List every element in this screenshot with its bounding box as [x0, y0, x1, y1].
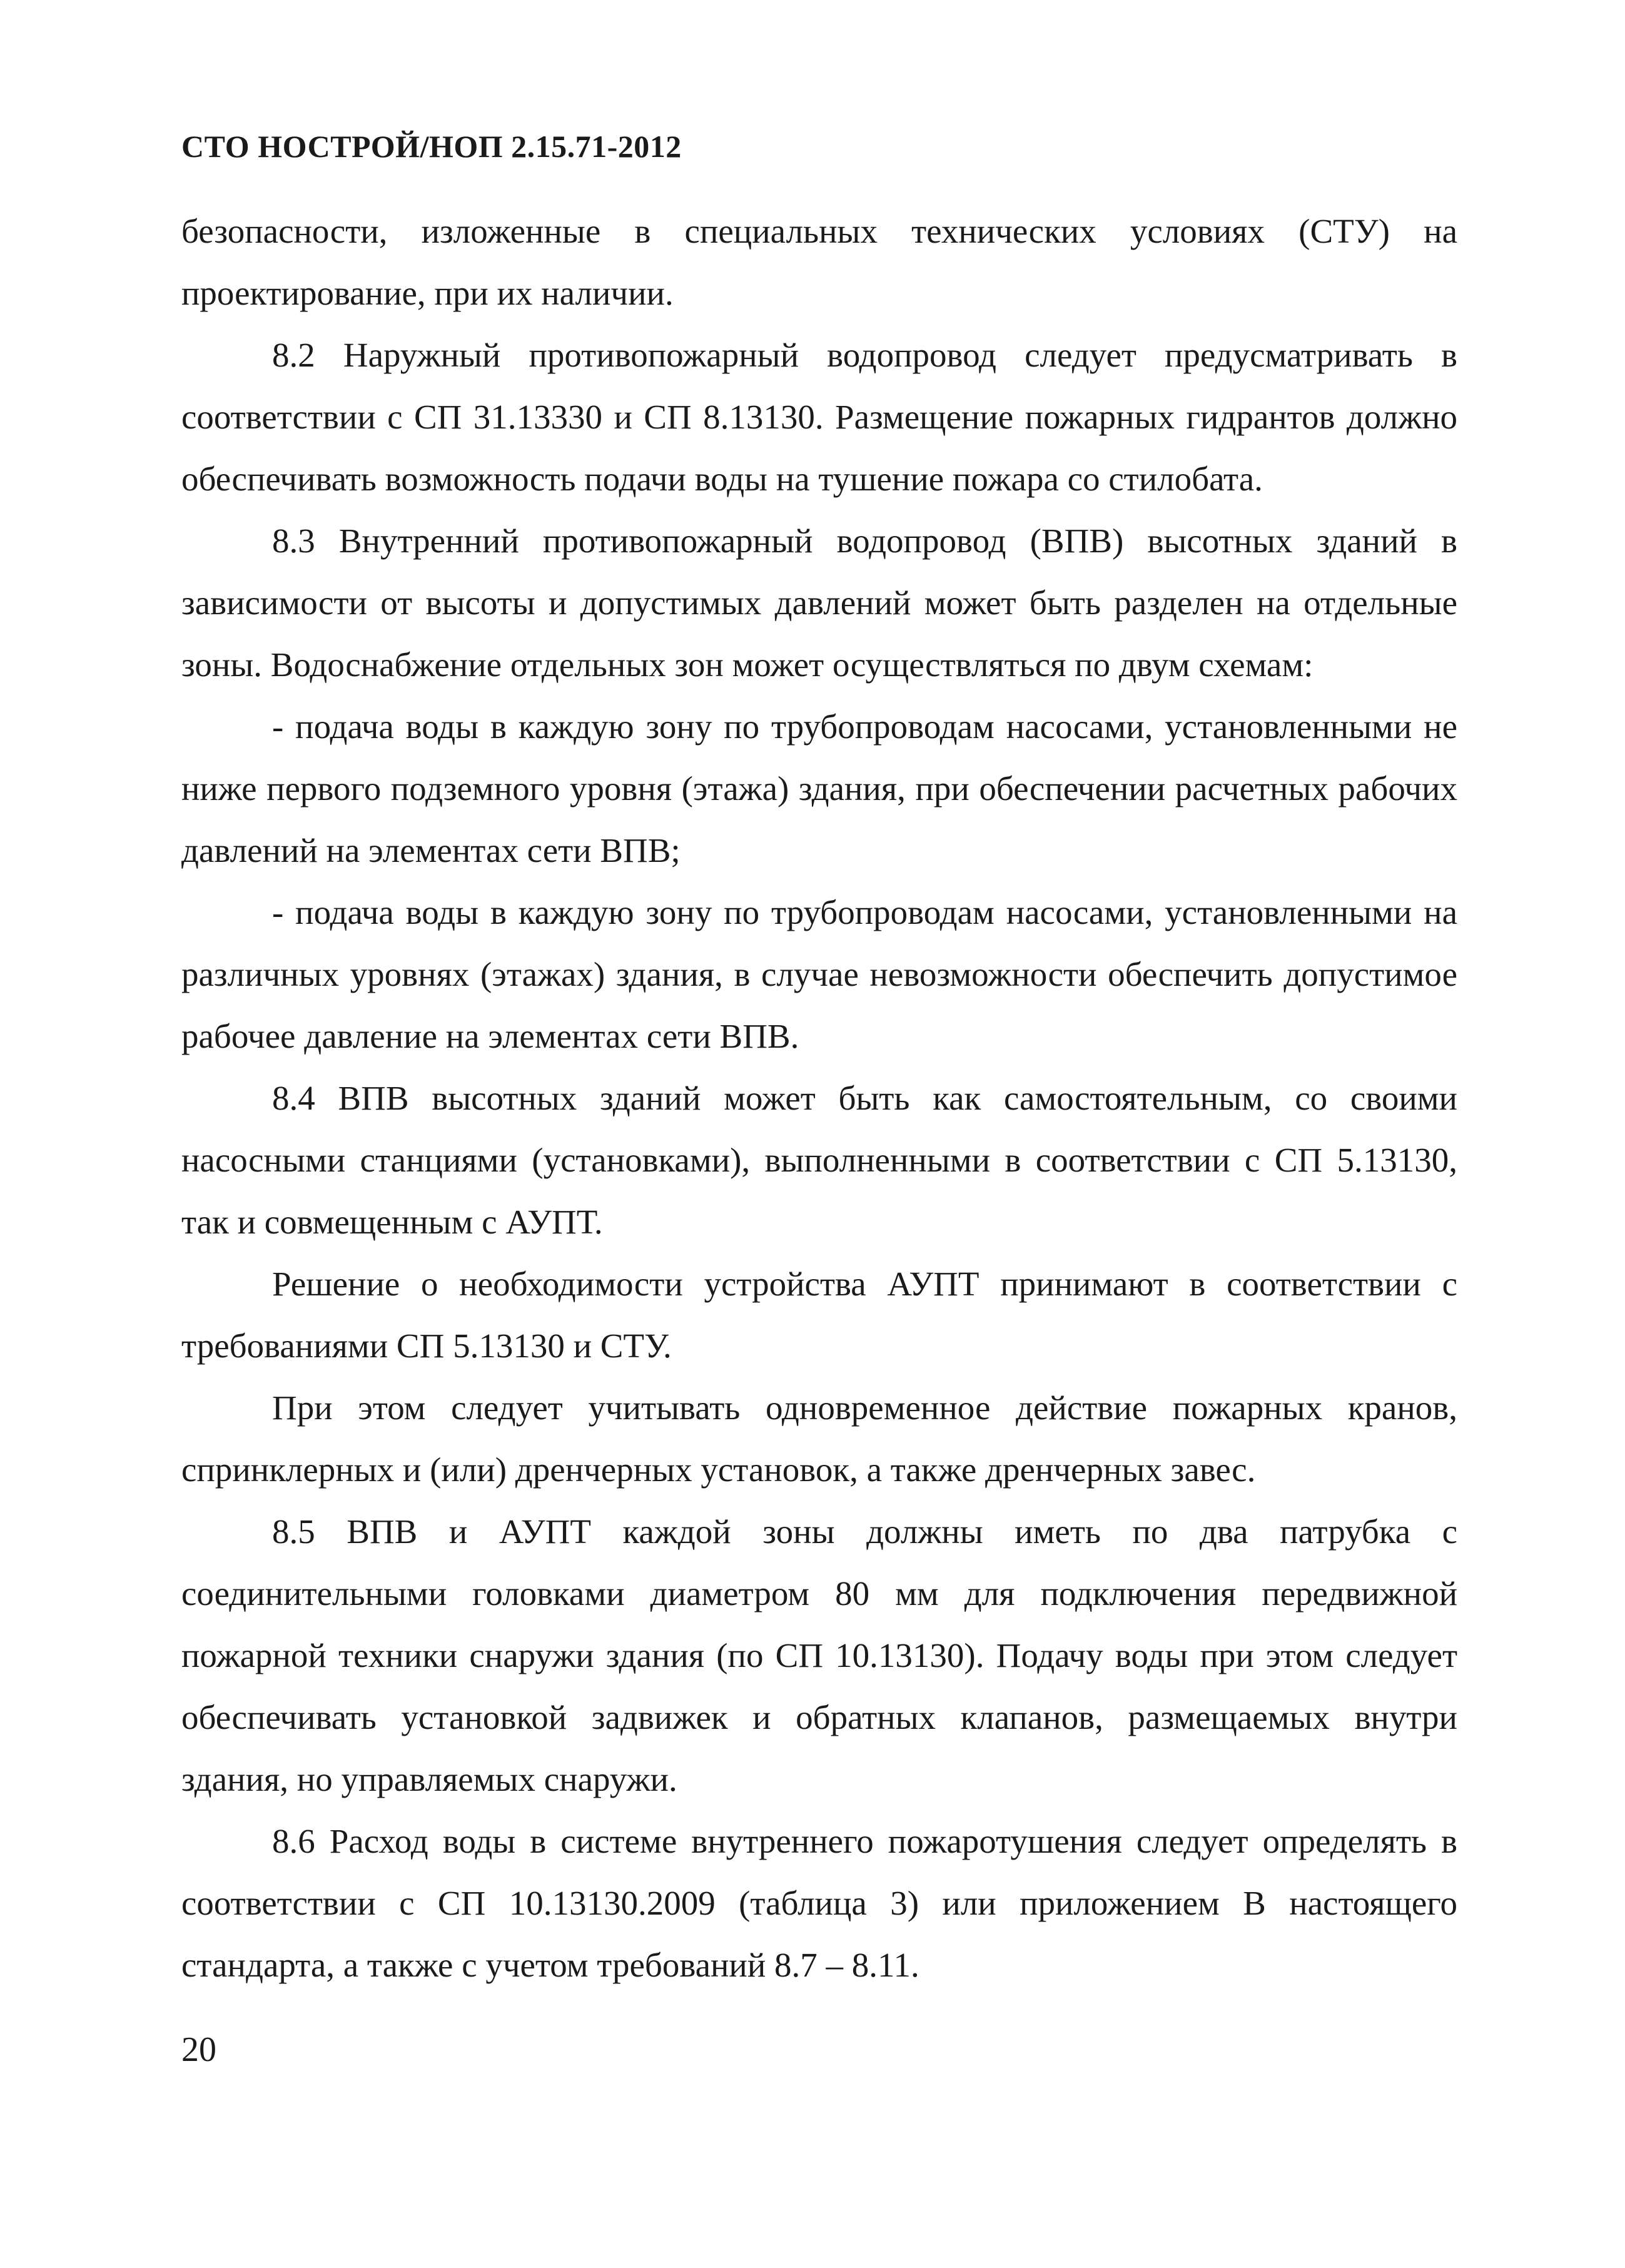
paragraph-8-2: 8.2 Наружный противопожарный водопровод следует предусматривать в соответствии с СП 31.13330 и СП 8.13130. Размещение пожарных гидрантов должно обеспечивать возможность подачи воды на тушение пожара со стилобата.: [181, 336, 1457, 498]
list-item-scheme-2: - подача воды в каждую зону по трубопроводам насосами, установленными на различных уровнях (этажах) здания, в случае невозможности обеспечить допустимое рабочее давление на элементах сети ВПВ.: [181, 893, 1457, 1055]
paragraph-continuation: безопасности, изложенные в специальных технических условиях (СТУ) на проектирование, при их наличии.: [181, 212, 1457, 312]
page-number: 20: [181, 2030, 216, 2069]
document-body: [181, 200, 1457, 1996]
paragraph-8-4: 8.4 ВПВ высотных зданий может быть как самостоятельным, со своими насосными станциями (установками), выполненными в соответствии с СП 5.13130, так и совмещенным с АУПТ.: [181, 1079, 1457, 1241]
paragraph-8-6: 8.6 Расход воды в системе внутреннего пожаротушения следует определять в соответствии с СП 10.13130.2009 (таблица 3) или приложением В настоящего стандарта, а также с учетом требований 8.7 – 8.11.: [181, 1822, 1457, 1984]
paragraph-simultaneous-action: При этом следует учитывать одновременное действие пожарных кранов, спринклерных и (или) дренчерных установок, а также дренчерных завес.: [181, 1389, 1457, 1489]
paragraph-8-5: 8.5 ВПВ и АУПТ каждой зоны должны иметь по два патрубка с соединительными головками диаметром 80 мм для подключения передвижной пожарной техники снаружи здания (по СП 10.13130). Подачу воды при этом следует обеспечивать установкой задвижек и обратных клапанов, размещаемых внутри здания, но управляемых снаружи.: [181, 1512, 1457, 1798]
document-header: СТО НОСТРОЙ/НОП 2.15.71-2012: [181, 129, 682, 164]
list-item-scheme-1: - подача воды в каждую зону по трубопроводам насосами, установленными не ниже первого подземного уровня (этажа) здания, при обеспечении расчетных рабочих давлений на элементах сети ВПВ;: [181, 707, 1457, 869]
paragraph-aupt-decision: Решение о необходимости устройства АУПТ принимают в соответствии с требованиями СП 5.13130 и СТУ.: [181, 1265, 1457, 1365]
paragraph-8-3: 8.3 Внутренний противопожарный водопровод (ВПВ) высотных зданий в зависимости от высоты и допустимых давлений может быть разделен на отдельные зоны. Водоснабжение отдельных зон может осуществляться по двум схемам:: [181, 522, 1457, 684]
